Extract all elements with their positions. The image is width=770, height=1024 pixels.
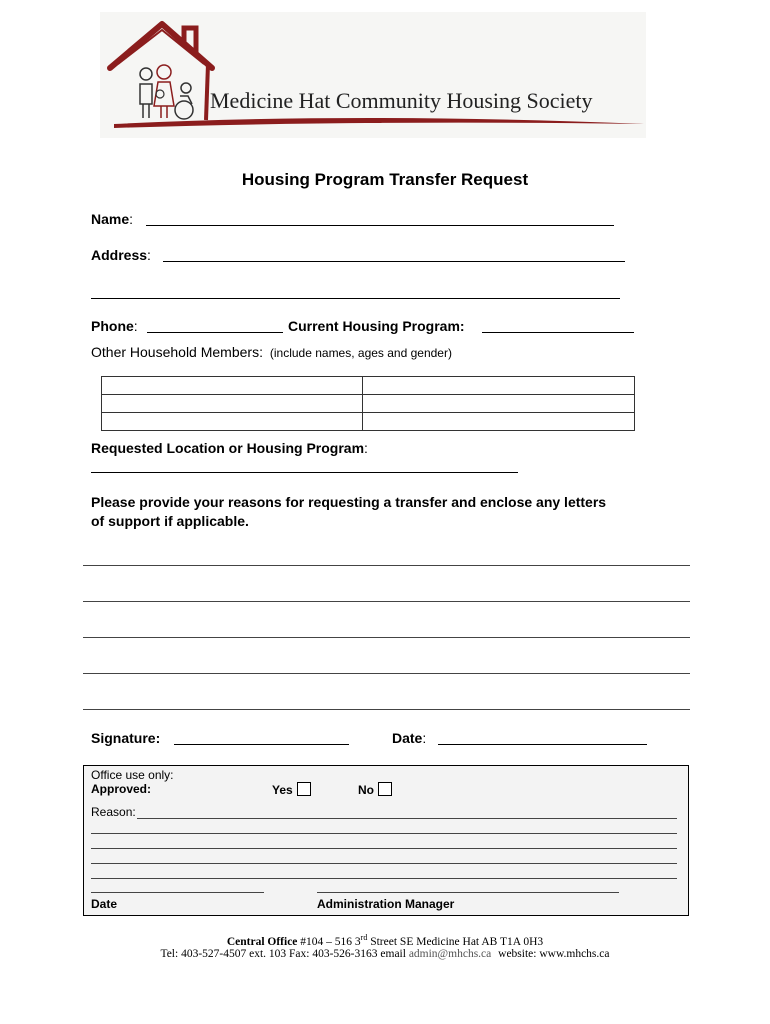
office-date-label: Date xyxy=(91,897,118,911)
date-label: Date xyxy=(392,730,423,746)
footer-address-pre: #104 – 516 3 xyxy=(300,935,361,948)
no-label: No xyxy=(358,783,374,797)
household-note: (include names, ages and gender) xyxy=(269,346,452,360)
current-program-field[interactable] xyxy=(482,332,634,333)
date-label-row: Date: xyxy=(392,730,427,746)
footer-tel: Tel: 403-527-4507 ext. 103 Fax: 403-526-3163 email xyxy=(160,948,409,960)
address-label: Address xyxy=(91,247,148,263)
reason-label: Reason: xyxy=(91,805,136,819)
reason-line[interactable] xyxy=(83,565,690,566)
phone-field[interactable] xyxy=(147,332,283,333)
requested-label-row: Requested Location or Housing Program: xyxy=(91,440,368,456)
footer-address-sup: rd xyxy=(360,933,368,942)
reasons-instruction-line1: Please provide your reasons for requesting a transfer and enclose any letters xyxy=(91,494,607,510)
member-cell[interactable] xyxy=(102,377,363,395)
office-reason-line[interactable] xyxy=(91,863,677,864)
name-label: Name xyxy=(91,211,130,227)
member-cell[interactable] xyxy=(102,395,363,413)
household-label: Other Household Members: xyxy=(91,344,263,360)
requested-label: Requested Location or Housing Program xyxy=(91,440,365,456)
reason-line[interactable] xyxy=(83,601,690,602)
member-cell[interactable] xyxy=(102,413,363,431)
org-name: Medicine Hat Community Housing Society xyxy=(210,88,593,113)
logo xyxy=(100,12,646,138)
form-title: Housing Program Transfer Request xyxy=(241,170,529,189)
yes-label: Yes xyxy=(272,783,293,797)
office-date-line[interactable] xyxy=(91,892,264,893)
reasons-instruction-line2: of support if applicable. xyxy=(91,513,249,529)
member-cell[interactable] xyxy=(363,395,635,413)
table-row xyxy=(102,413,635,431)
yes-option[interactable] xyxy=(272,782,311,797)
approved-label: Approved: xyxy=(91,782,151,796)
office-manager-label: Administration Manager xyxy=(317,897,455,911)
signature-label: Signature: xyxy=(91,730,161,746)
phone-label: Phone xyxy=(91,318,134,334)
requested-field[interactable] xyxy=(91,472,518,473)
office-heading: Office use only: xyxy=(91,768,174,782)
signature-field[interactable] xyxy=(174,744,349,745)
reason-line[interactable] xyxy=(83,709,690,710)
office-reason-line[interactable] xyxy=(91,833,677,834)
footer-website: website: www.mhchs.ca xyxy=(498,948,610,960)
office-reason-line[interactable] xyxy=(91,848,677,849)
table-row xyxy=(102,395,635,413)
current-program-label: Current Housing Program: xyxy=(288,318,465,334)
household-members-table xyxy=(101,376,635,431)
no-option[interactable] xyxy=(358,782,392,797)
office-reason-line[interactable] xyxy=(91,878,677,879)
name-label-row: Name: xyxy=(91,211,134,227)
house-family-icon xyxy=(100,12,646,138)
date-field[interactable] xyxy=(438,744,647,745)
footer-address xyxy=(0,933,770,948)
no-checkbox[interactable] xyxy=(378,782,392,796)
central-office-label: Central Office xyxy=(226,935,298,948)
office-use-box xyxy=(83,765,689,916)
household-label-row xyxy=(91,344,452,360)
yes-checkbox[interactable] xyxy=(297,782,311,796)
address-label-row: Address: xyxy=(91,247,151,263)
name-field[interactable] xyxy=(146,225,614,226)
phone-label-row: Phone: xyxy=(91,318,138,334)
address-field-line1[interactable] xyxy=(163,261,625,262)
address-field-line2[interactable] xyxy=(91,298,620,299)
reason-line[interactable] xyxy=(83,637,690,638)
footer-contact xyxy=(0,948,770,960)
email-link[interactable]: admin@mhchs.ca xyxy=(408,948,492,960)
table-row xyxy=(102,377,635,395)
footer-address-post: Street SE Medicine Hat AB T1A 0H3 xyxy=(367,935,544,948)
member-cell[interactable] xyxy=(363,413,635,431)
member-cell[interactable] xyxy=(363,377,635,395)
reason-line[interactable] xyxy=(83,673,690,674)
office-manager-line[interactable] xyxy=(317,892,619,893)
office-reason-line[interactable] xyxy=(137,818,677,819)
